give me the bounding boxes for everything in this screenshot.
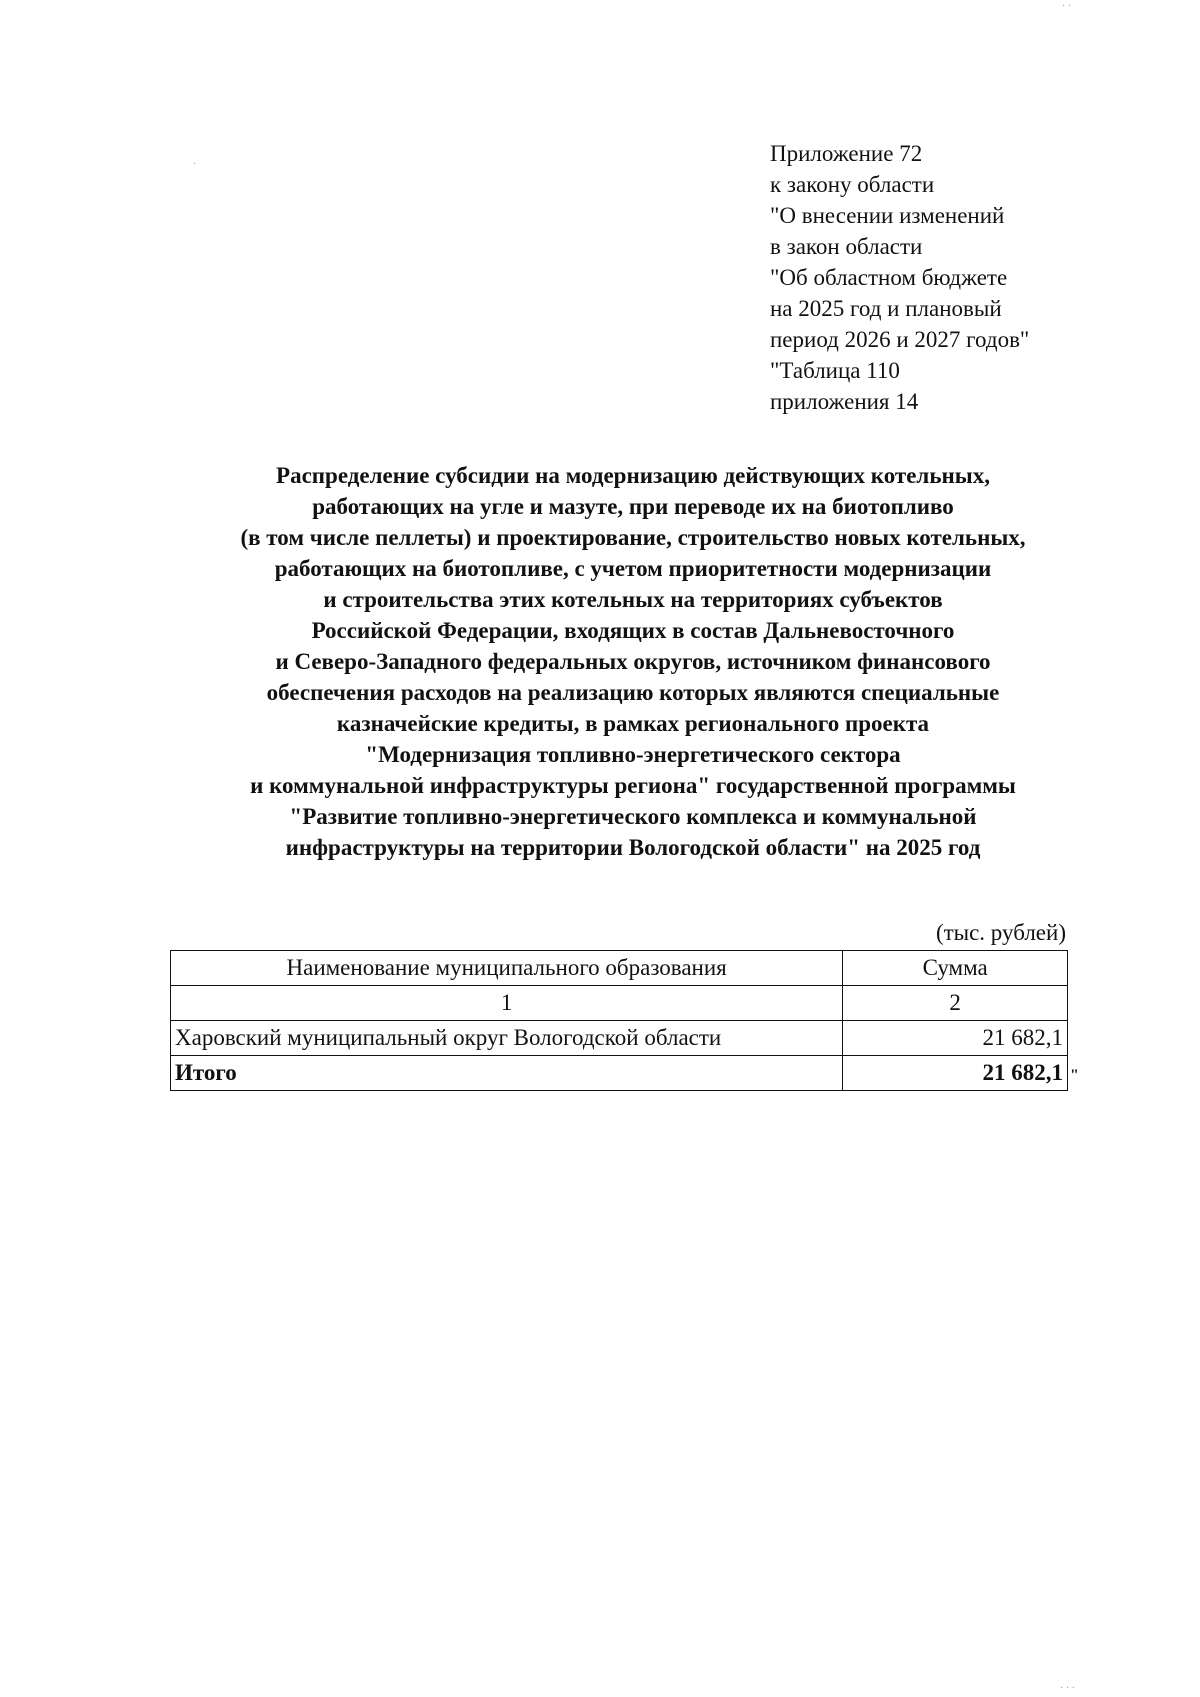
column-number-row [171,986,1068,1021]
scan-mark: · [193,159,197,170]
title-line: обеспечения расходов на реализацию которых являются специальные [266,680,1000,705]
header-line: период 2026 и 2027 годов" [770,327,1030,352]
title-line: (в том числе пеллеты) и проектирование, строительство новых котельных, [240,525,1026,550]
header-cell-name: Наименование муниципального образования [171,951,843,986]
title-line: "Модернизация топливно-энергетического сектора [365,742,901,767]
scan-mark: · · [1062,1,1072,12]
municipality-name: Харовский муниципальный округ Вологодской области [171,1021,843,1056]
appendix-header [770,138,1100,417]
title-line: казначейские кредиты, в рамках регионального проекта [336,711,930,736]
header-line: в закон области [770,234,923,259]
title-line: "Развитие топливно-энергетического комплекса и коммунальной [289,804,977,829]
column-number-2: 2 [843,986,1068,1021]
title-line: инфраструктуры на территории Вологодской области" на 2025 год [285,835,981,860]
total-sum: 21 682,1 [843,1056,1068,1091]
title-line: работающих на угле и мазуте, при переводе их на биотопливо [312,494,954,519]
scan-mark: · · · [1060,1683,1075,1694]
header-line: "Об областном бюджете [770,265,1008,290]
document-title [150,460,1116,863]
total-label: Итого [171,1056,843,1091]
header-line: на 2025 год и плановый [770,296,1002,321]
title-line: и строительства этих котельных на территориях субъектов [323,587,943,612]
column-number-1: 1 [171,986,843,1021]
header-line: к закону области [770,172,935,197]
header-line: Приложение 72 [770,141,923,166]
header-line: приложения 14 [770,389,919,414]
total-row [171,1056,1068,1091]
title-line: и коммунальной инфраструктуры региона" государственной программы [250,773,1016,798]
table-header-row [171,951,1068,986]
table-row [171,1021,1068,1056]
header-cell-sum: Сумма [843,951,1068,986]
title-line: Распределение субсидии на модернизацию действующих котельных, [276,463,990,488]
title-line: и Северо-Западного федеральных округов, источником финансового [275,649,991,674]
units-label: (тыс. рублей) [935,920,1066,945]
municipality-sum: 21 682,1 [843,1021,1068,1056]
distribution-table [170,950,1068,1091]
title-line: Российской Федерации, входящих в состав Дальневосточного [311,618,955,643]
header-line: "О внесении изменений [770,203,1005,228]
title-line: работающих на биотопливе, с учетом приоритетности модернизации [274,556,992,581]
closing-quote: " [1070,1067,1079,1084]
header-line: "Таблица 110 [770,358,900,383]
